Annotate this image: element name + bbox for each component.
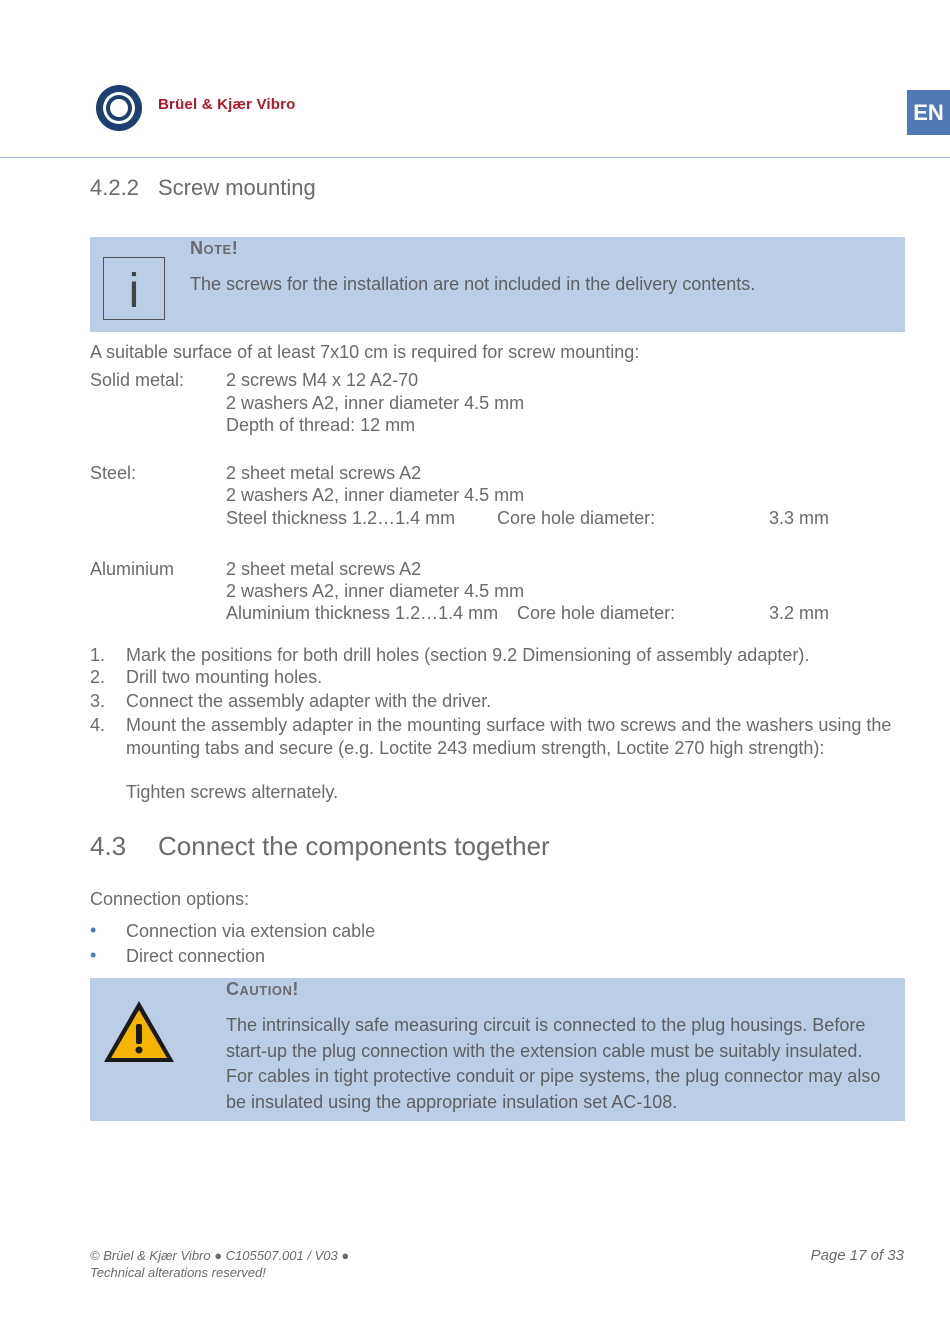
aluminium-line: 2 sheet metal screws A2: [226, 559, 422, 579]
note-text: The screws for the installation are not included in the delivery contents.: [190, 274, 756, 294]
section-heading-4-3: [90, 831, 550, 862]
bullet-icon: •: [90, 945, 97, 965]
footer-note: Technical alterations reserved!: [90, 1265, 266, 1280]
bullet-icon: •: [90, 920, 97, 940]
solid-metal-line: Depth of thread: 12 mm: [226, 415, 416, 435]
steel-line: 2 sheet metal screws A2: [226, 463, 422, 483]
header-divider: [0, 157, 950, 158]
section-heading-4-2-2: [90, 175, 316, 201]
section-title: Screw mounting: [158, 175, 316, 200]
steel-core-label: Core hole diameter:: [497, 508, 656, 528]
step-number: 4.: [90, 715, 106, 735]
steel-label: Steel:: [90, 463, 137, 483]
steel-core-value: 3.3 mm: [769, 508, 830, 528]
step-number: 1.: [90, 645, 106, 665]
warning-triangle-icon: [101, 998, 177, 1066]
step-text: Mark the positions for both drill holes (section 9.2 Dimensioning of assembly adapter).: [126, 645, 810, 665]
steel-line: 2 washers A2, inner diameter 4.5 mm: [226, 485, 525, 505]
page-number: Page 17 of 33: [810, 1247, 904, 1264]
aluminium-line: Aluminium thickness 1.2…1.4 mm: [226, 603, 499, 623]
info-icon: i: [103, 257, 165, 320]
language-tab[interactable]: EN: [907, 90, 950, 135]
aluminium-core-label: Core hole diameter:: [517, 603, 676, 623]
caution-title: Caution!: [226, 979, 299, 999]
step-text: Drill two mounting holes.: [126, 667, 323, 687]
solid-metal-label: Solid metal:: [90, 370, 185, 390]
section-number: 4.2.2: [90, 175, 139, 200]
aluminium-core-value: 3.2 mm: [769, 603, 830, 623]
step-number: 2.: [90, 667, 106, 687]
aluminium-line: 2 washers A2, inner diameter 4.5 mm: [226, 581, 525, 601]
section-title: Connect the components together: [158, 831, 550, 861]
note-title: Note!: [190, 238, 239, 258]
brand-logo-icon: [95, 84, 143, 132]
list-item: Connection via extension cable: [126, 921, 376, 941]
list-item: Direct connection: [126, 946, 266, 966]
surface-requirement: A suitable surface of at least 7x10 cm is required for screw mounting:: [90, 342, 640, 362]
steel-line: Steel thickness 1.2…1.4 mm: [226, 508, 456, 528]
step-text: Connect the assembly adapter with the driver.: [126, 691, 492, 711]
step-number: 3.: [90, 691, 106, 711]
step-extra-text: Tighten screws alternately.: [126, 782, 339, 802]
footer-copyright: © Brüel & Kjær Vibro ● C105507.001 / V03 ●: [90, 1248, 350, 1263]
brand-name: Brüel & Kjær Vibro: [158, 96, 296, 113]
step-text: Mount the assembly adapter in the mounting surface with two screws and the washers using the mounting tabs and secure (e.g. Loctite 243 medium strength, Loctite 270 high strength):: [126, 715, 892, 758]
solid-metal-line: 2 washers A2, inner diameter 4.5 mm: [226, 393, 525, 413]
solid-metal-line: 2 screws M4 x 12 A2-70: [226, 370, 419, 390]
section-number: 4.3: [90, 831, 127, 861]
aluminium-label: Aluminium: [90, 559, 175, 579]
connection-options-label: Connection options:: [90, 889, 250, 909]
caution-text: The intrinsically safe measuring circuit is connected to the plug housings. Before start-up the plug connection with the extension cable must be suitably insulated. For cables in tight protective conduit or pipe systems, the plug connector may also be insulated using the appropriate insulation set AC-108.: [226, 1015, 881, 1112]
